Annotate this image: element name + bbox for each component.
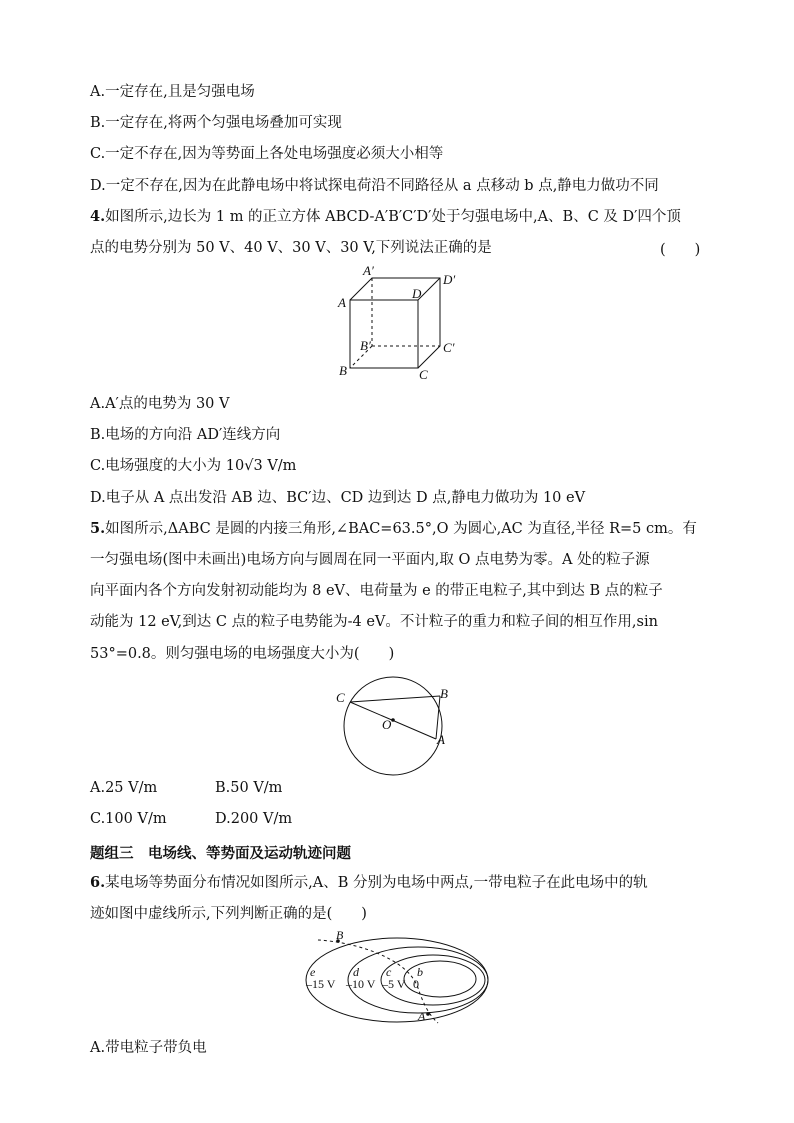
q5-stem-line1 — [90, 519, 697, 539]
q4-answer-paren: ( ) — [660, 242, 701, 258]
cube-label-d1: D′ — [443, 272, 456, 287]
q4-stem-line2: 点的电势分别为 50 V、40 V、30 V、30 V,下列说法正确的是 — [90, 240, 492, 256]
q3-option-c: C.一定不存在,因为等势面上各处电场强度必须大小相等 — [90, 146, 444, 162]
q6-stem-line2: 迹如图中虚线所示,下列判断正确的是( ) — [90, 906, 367, 922]
potential-zero: 0 — [413, 977, 419, 991]
q3-option-d: D.一定不存在,因为在此静电场中将试探电荷沿不同路径从 a 点移动 b 点,静电力做功不同 — [90, 178, 659, 194]
equip-label-B: B — [336, 928, 344, 942]
q5-stem-line5: 53°=0.8。则匀强电场的电场强度大小为( ) — [90, 646, 395, 662]
center-point-o — [391, 718, 395, 722]
q4-option-d: D.电子从 A 点出发沿 AB 边、BC′边、CD 边到达 D 点,静电力做功为 10 eV — [90, 490, 586, 506]
potential-minus5: –5 V — [382, 977, 406, 991]
cube-label-b1: B′ — [360, 338, 371, 353]
cube-label-d: D — [412, 286, 422, 301]
equip-label-b: b — [417, 965, 423, 979]
cube-figure — [330, 262, 470, 382]
q4-option-a: A.A′点的电势为 30 V — [90, 396, 230, 412]
point-a — [426, 1012, 430, 1016]
equipotential-figure — [300, 928, 500, 1024]
q4-number: 4. — [90, 208, 106, 225]
section-heading-3: 题组三 电场线、等势面及运动轨迹问题 — [90, 846, 351, 862]
potential-minus15: –15 V — [306, 977, 336, 991]
cube-label-c: C — [419, 367, 428, 382]
cube-label-a: A — [338, 295, 346, 310]
cube-label-b: B — [339, 363, 347, 378]
circle-label-a: A — [437, 732, 445, 747]
q6-option-a: A.带电粒子带负电 — [90, 1040, 207, 1056]
q6-stem-line1 — [90, 873, 648, 893]
q4-option-b: B.电场的方向沿 AD′连线方向 — [90, 427, 281, 443]
cube-label-c1: C′ — [443, 340, 455, 355]
q3-option-b: B.一定存在,将两个匀强电场叠加可实现 — [90, 115, 342, 131]
equip-label-A: A — [418, 1009, 426, 1023]
q5-option-a: A.25 V/m — [90, 780, 158, 796]
q4-stem-line1 — [90, 207, 681, 227]
circle-label-b: B — [440, 686, 448, 701]
q5-stem-line2: 一匀强电场(图中未画出)电场方向与圆周在同一平面内,取 O 点电势为零。A 处的粒子源 — [90, 552, 650, 568]
q6-text-1: 某电场等势面分布情况如图所示,A、B 分别为电场中两点,一带电粒子在此电场中的轨 — [105, 875, 648, 891]
q4-option-c: C.电场强度的大小为 10√3 V/m — [90, 458, 297, 474]
chord-cb — [350, 696, 440, 702]
circle — [344, 677, 442, 775]
q6-number: 6. — [90, 874, 106, 891]
q5-stem-line4: 动能为 12 eV,到达 C 点的粒子电势能为-4 eV。不计粒子的重力和粒子间的相互作用,sin — [90, 614, 658, 630]
q5-number: 5. — [90, 520, 106, 537]
equip-label-e: e — [310, 965, 316, 979]
circle-figure — [330, 670, 460, 782]
q5-text-1: 如图所示,ΔABC 是圆的内接三角形,∠BAC=63.5°,O 为圆心,AC 为直径,半径 R=5 cm。有 — [105, 521, 697, 537]
q5-stem-line3: 向平面内各个方向发射初动能均为 8 eV、电荷量为 e 的带正电粒子,其中到达 B 点的粒子 — [90, 583, 663, 599]
q4-text-1: 如图所示,边长为 1 m 的正立方体 ABCD-A′B′C′D′处于匀强电场中,A、B、C 及 D′四个顶 — [105, 209, 681, 225]
circle-label-c: C — [336, 690, 345, 705]
q5-option-b: B.50 V/m — [215, 780, 283, 796]
q5-option-c: C.100 V/m — [90, 811, 167, 827]
q5-option-d: D.200 V/m — [215, 811, 293, 827]
cube-label-a1: A′ — [363, 263, 374, 278]
potential-minus10: –10 V — [346, 977, 376, 991]
cube-front-face — [350, 300, 418, 368]
q3-option-a: A.一定存在,且是匀强电场 — [90, 84, 255, 100]
circle-label-o: O — [382, 717, 392, 732]
equip-label-c: c — [386, 965, 392, 979]
equip-label-d: d — [353, 965, 359, 979]
